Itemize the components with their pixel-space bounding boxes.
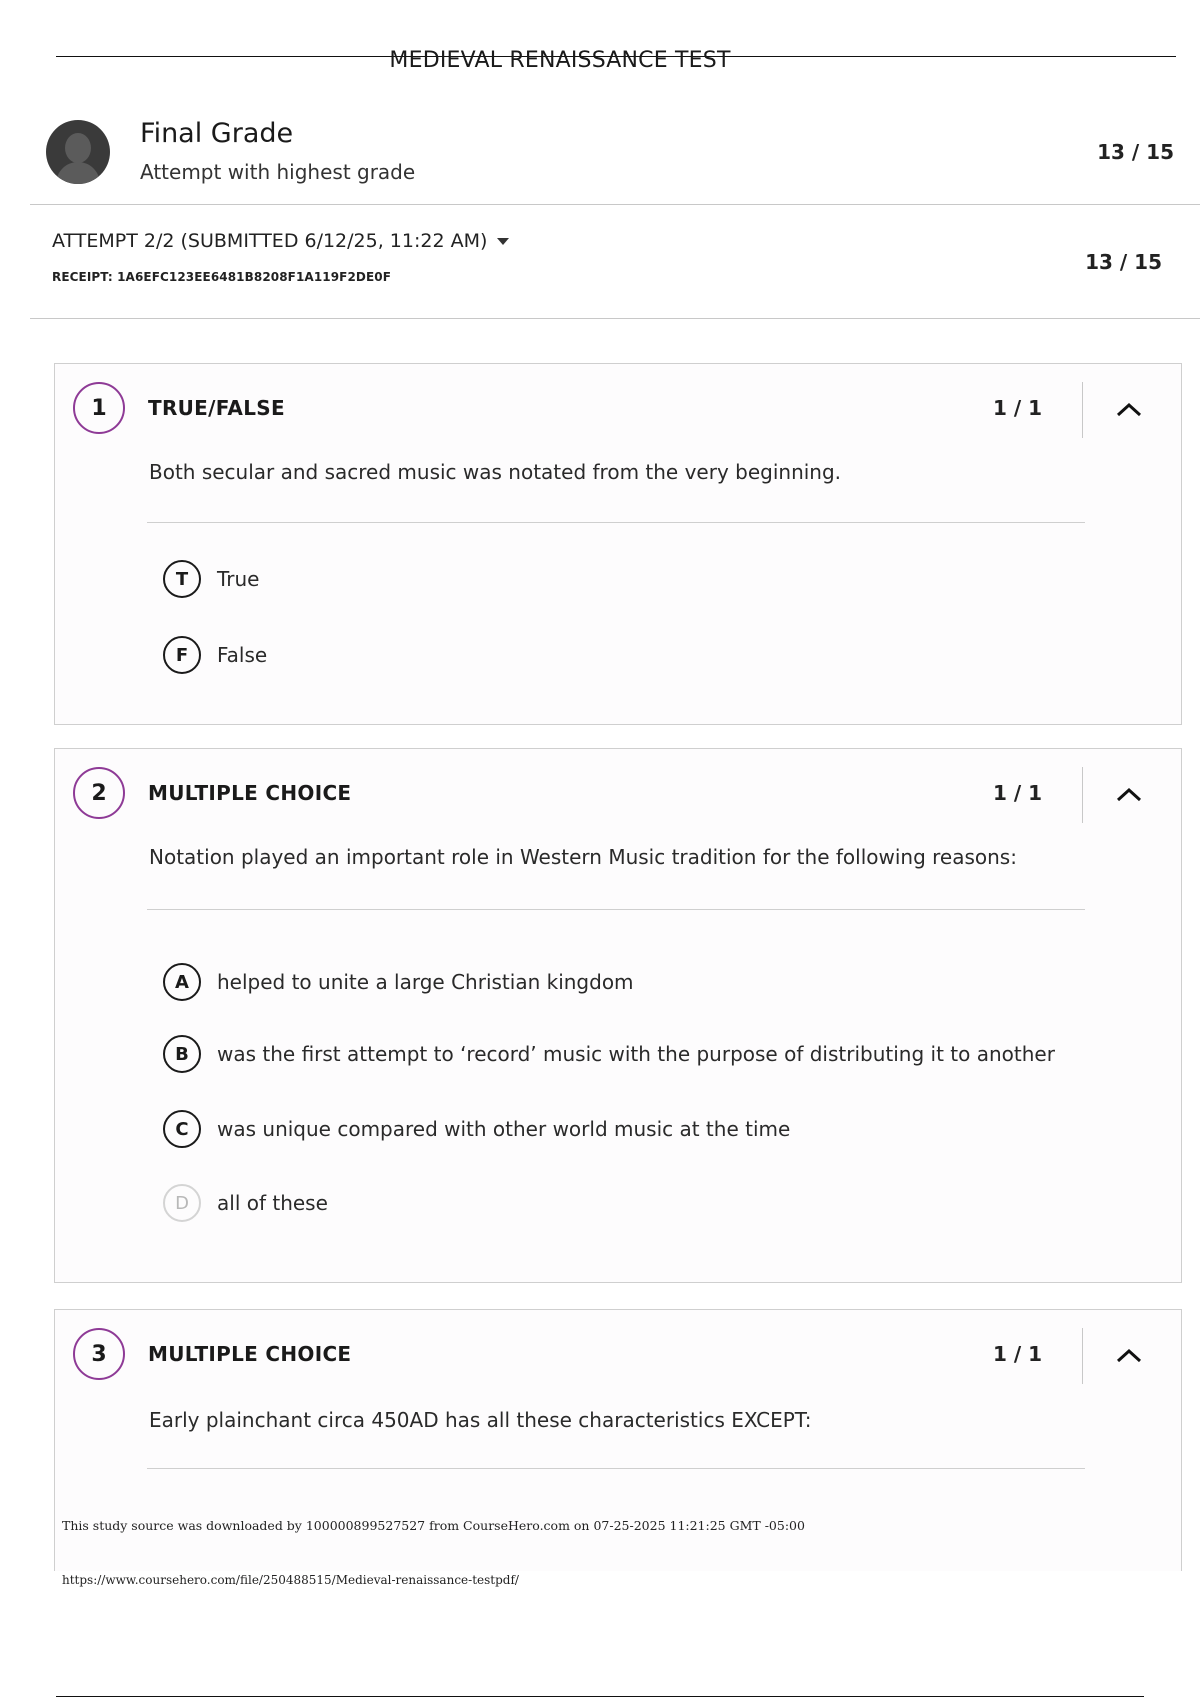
attempt-receipt: RECEIPT: 1A6EFC123EE6481B8208F1A119F2DE0F xyxy=(52,270,392,284)
question-score-1: 1 / 1 xyxy=(993,396,1043,420)
option-text: was unique compared with other world music at the time xyxy=(217,1117,791,1141)
header-divider xyxy=(1082,1328,1083,1384)
option-text: all of these xyxy=(217,1191,328,1215)
chevron-up-icon[interactable] xyxy=(1115,785,1143,803)
question-number-1: 1 xyxy=(73,382,125,434)
option-letter: B xyxy=(163,1035,201,1073)
caret-down-icon[interactable] xyxy=(497,238,509,245)
download-url[interactable]: https://www.coursehero.com/file/250488515/Medieval-renaissance-testpdf/ xyxy=(62,1573,519,1587)
option-letter: T xyxy=(163,560,201,598)
answer-option-a[interactable] xyxy=(163,963,634,1001)
chevron-up-icon[interactable] xyxy=(1115,1346,1143,1364)
answer-option-b[interactable] xyxy=(163,1035,1055,1073)
answer-option-f[interactable] xyxy=(163,636,267,674)
collapse-button[interactable] xyxy=(1105,1332,1153,1380)
attempt-score: 13 / 15 xyxy=(1085,250,1162,274)
chevron-up-icon[interactable] xyxy=(1115,400,1143,418)
user-avatar-icon xyxy=(46,120,110,184)
option-letter: C xyxy=(163,1110,201,1148)
question-number-2: 2 xyxy=(73,767,125,819)
avatar-head xyxy=(65,133,91,163)
header-divider xyxy=(1082,767,1083,823)
answer-option-c[interactable] xyxy=(163,1110,790,1148)
question-number-3: 3 xyxy=(73,1328,125,1380)
header-divider xyxy=(1082,382,1083,438)
option-letter: F xyxy=(163,636,201,674)
attempt-section xyxy=(30,204,1200,319)
question-rule xyxy=(147,522,1085,523)
final-grade-section xyxy=(30,100,1200,205)
collapse-button[interactable] xyxy=(1105,386,1153,434)
question-rule xyxy=(147,1468,1085,1469)
document-title: MEDIEVAL RENAISSANCE TEST xyxy=(389,48,731,73)
attempt-selector[interactable] xyxy=(52,230,509,252)
option-text: was the first attempt to ‘record’ music with the purpose of distributing it to another xyxy=(217,1042,1055,1066)
collapse-button[interactable] xyxy=(1105,771,1153,819)
option-text: False xyxy=(217,643,268,667)
final-grade-subtitle: Attempt with highest grade xyxy=(140,160,416,184)
question-type-1: TRUE/FALSE xyxy=(148,396,285,420)
attempt-label[interactable]: ATTEMPT 2/2 (SUBMITTED 6/12/25, 11:22 AM) xyxy=(52,230,488,252)
question-text-3: Early plainchant circa 450AD has all these characteristics EXCEPT: xyxy=(149,1408,812,1432)
question-card-1 xyxy=(54,363,1182,725)
option-text: helped to unite a large Christian kingdom xyxy=(217,970,634,994)
question-type-2: MULTIPLE CHOICE xyxy=(148,781,352,805)
final-grade-score: 13 / 15 xyxy=(1097,140,1174,164)
option-letter: D xyxy=(163,1184,201,1222)
bottom-rule xyxy=(56,1696,1144,1697)
question-card-2 xyxy=(54,748,1182,1283)
question-type-3: MULTIPLE CHOICE xyxy=(148,1342,352,1366)
option-text: True xyxy=(217,567,260,591)
question-text-2: Notation played an important role in Western Music tradition for the following reasons: xyxy=(149,845,1017,869)
option-letter: A xyxy=(163,963,201,1001)
final-grade-title: Final Grade xyxy=(140,118,294,149)
answer-option-d[interactable] xyxy=(163,1184,328,1222)
download-watermark-note: This study source was downloaded by 100000899527527 from CourseHero.com on 07-25-2025 11:21:25 GMT -05:00 xyxy=(62,1518,805,1533)
question-text-1: Both secular and sacred music was notated from the very beginning. xyxy=(149,460,842,484)
question-score-3: 1 / 1 xyxy=(993,1342,1043,1366)
avatar-body xyxy=(56,162,100,184)
answer-option-t[interactable] xyxy=(163,560,259,598)
question-rule xyxy=(147,909,1085,910)
question-score-2: 1 / 1 xyxy=(993,781,1043,805)
